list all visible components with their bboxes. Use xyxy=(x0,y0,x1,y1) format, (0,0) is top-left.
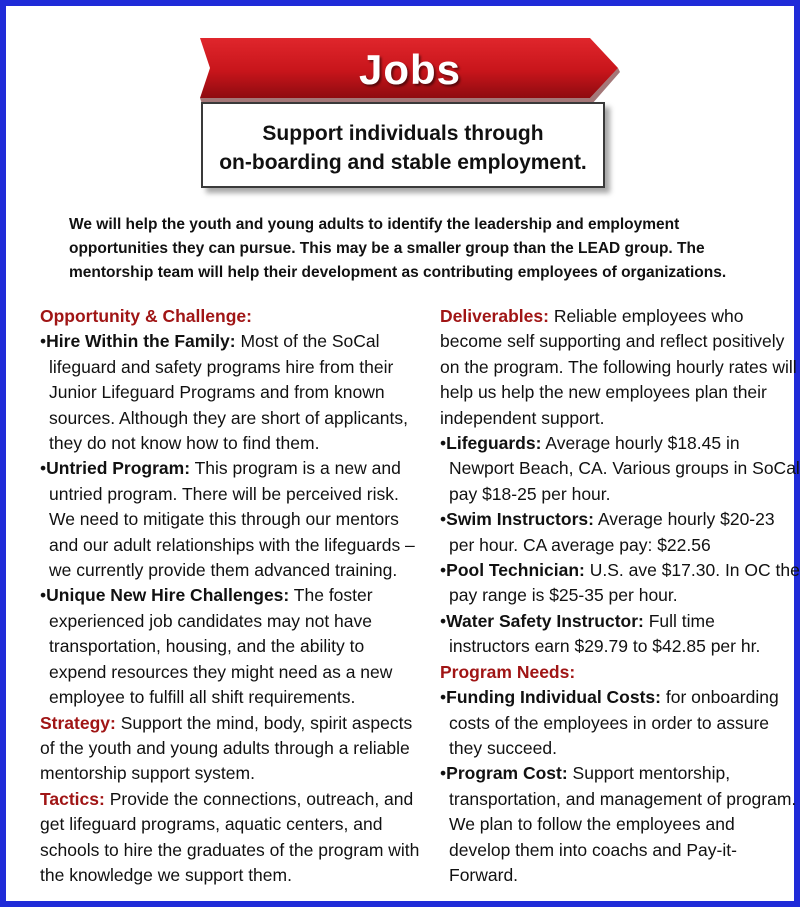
bullet-water-safety-instructor: •Water Safety Instructor: Full time instructors earn $29.79 to $42.85 per hr. xyxy=(440,610,761,657)
bullet-funding-individual-costs: •Funding Individual Costs: for onboarding costs of the employees in order to assure they succeed. xyxy=(440,687,779,758)
intro-line-2: opportunities they can pursue. This may be a smaller group than the LEAD group. The xyxy=(69,240,705,257)
bullet-title: Hire Within the Family: xyxy=(46,331,236,352)
bullet-title: Untried Program: xyxy=(46,458,191,479)
intro-line-3: mentorship team will help their development as contributing employees of organizations. xyxy=(69,264,727,281)
tactics-paragraph xyxy=(40,787,420,889)
bullet-title: Funding Individual Costs: xyxy=(446,687,661,708)
opportunity-heading: Opportunity & Challenge: xyxy=(40,306,252,326)
bullet-text: for onboarding costs of the employees in order to assure they succeed. xyxy=(449,687,779,758)
bullet-text: Average hourly $18.45 in Newport Beach, CA. Various groups in SoCal pay $18-25 per hour. xyxy=(449,433,800,504)
strategy-paragraph xyxy=(40,711,420,787)
bullet-title: Water Safety Instructor: xyxy=(446,610,644,631)
intro-line-1: We will help the youth and young adults to identify the leadership and employment xyxy=(69,216,680,233)
bullet-unique-new-hire: •Unique New Hire Challenges: The foster experienced job candidates may not have transportation, housing, and the ability to expend resources they might need as a new employee to fulfill all shift requirements. xyxy=(40,585,393,708)
bullet-title: Pool Technician: xyxy=(446,560,585,581)
left-column xyxy=(40,304,420,888)
deliverables-heading: Deliverables: xyxy=(440,306,549,326)
strategy-text: Support the mind, body, spirit aspects of the youth and young adults through a reliable mentorship support system. xyxy=(40,712,413,784)
bullet-text: Most of the SoCal lifeguard and safety programs hire from their Junior Lifeguard Programs and from known sources. Although they are short of applicants, they do not know how to find them. xyxy=(49,331,408,454)
deliverables-text: Reliable employees who become self supporting and reflect positively on the program. The following hourly rates will help us help the new employees plan their independent support. xyxy=(440,306,797,428)
bullet-title: Unique New Hire Challenges: xyxy=(46,585,290,606)
subtitle-line-2: on-boarding and stable employment. xyxy=(219,151,587,174)
subtitle-line-1: Support individuals through xyxy=(262,122,544,145)
banner-title: Jobs xyxy=(358,46,462,93)
bullet-text: This program is a new and untried program. There will be perceived risk. We need to mitigate this through our mentors and our adult relationships with the lifeguards – we currently provide them advanced training. xyxy=(49,458,415,581)
bullet-swim-instructors: •Swim Instructors: Average hourly $20-23 per hour. CA average pay: $22.56 xyxy=(440,509,775,555)
deliverables-paragraph xyxy=(440,304,800,431)
bullet-text: U.S. ave $17.30. In OC the pay range is $25-35 per hour. xyxy=(449,560,800,606)
bullet-hire-within-family: •Hire Within the Family: Most of the SoCal lifeguard and safety programs hire from their Junior Lifeguard Programs and from known sources. Although they are short of applicants, they do not know how to find them. xyxy=(40,331,408,454)
strategy-heading: Strategy: xyxy=(40,712,116,733)
bullet-text: Support mentorship, transportation, and management of program. We plan to follow the employees and develop them into coachs and Pay-it-Forward. xyxy=(449,763,797,885)
subtitle-box xyxy=(201,102,605,188)
bullet-title: Program Cost: xyxy=(446,763,568,784)
bullet-text: The foster experienced job candidates may not have transportation, housing, and the ability to expend resources they might need as a new employee to fulfill all shift requirements. xyxy=(49,585,393,708)
bullet-text: Full time instructors earn $29.79 to $42.85 per hr. xyxy=(449,610,761,657)
right-column xyxy=(440,304,800,888)
program-needs-heading: Program Needs: xyxy=(440,661,576,682)
bullet-pool-technician: •Pool Technician: U.S. ave $17.30. In OC the pay range is $25-35 per hour. xyxy=(440,560,800,606)
bullet-text: Average hourly $20-23 per hour. CA average pay: $22.56 xyxy=(449,509,775,555)
title-banner xyxy=(200,38,600,104)
bullet-program-cost: •Program Cost: Support mentorship, transportation, and management of program. We plan to follow the employees and develop them into coachs and Pay-it-Forward. xyxy=(440,763,797,885)
bullet-untried-program: •Untried Program: This program is a new and untried program. There will be perceived risk. We need to mitigate this through our mentors and our adult relationships with the lifeguards – we currently provide them advanced training. xyxy=(40,458,415,581)
bullet-title: Swim Instructors: xyxy=(446,509,594,530)
bullet-title: Lifeguards: xyxy=(446,433,542,454)
bullet-lifeguards: •Lifeguards: Average hourly $18.45 in Newport Beach, CA. Various groups in SoCal pay $18-25 per hour. xyxy=(440,433,800,504)
tactics-text: Provide the connections, outreach, and get lifeguard programs, aquatic centers, and schools to hire the graduates of the program with the knowledge we support them. xyxy=(40,788,420,885)
intro-paragraph xyxy=(69,213,759,285)
tactics-heading: Tactics: xyxy=(40,788,105,809)
